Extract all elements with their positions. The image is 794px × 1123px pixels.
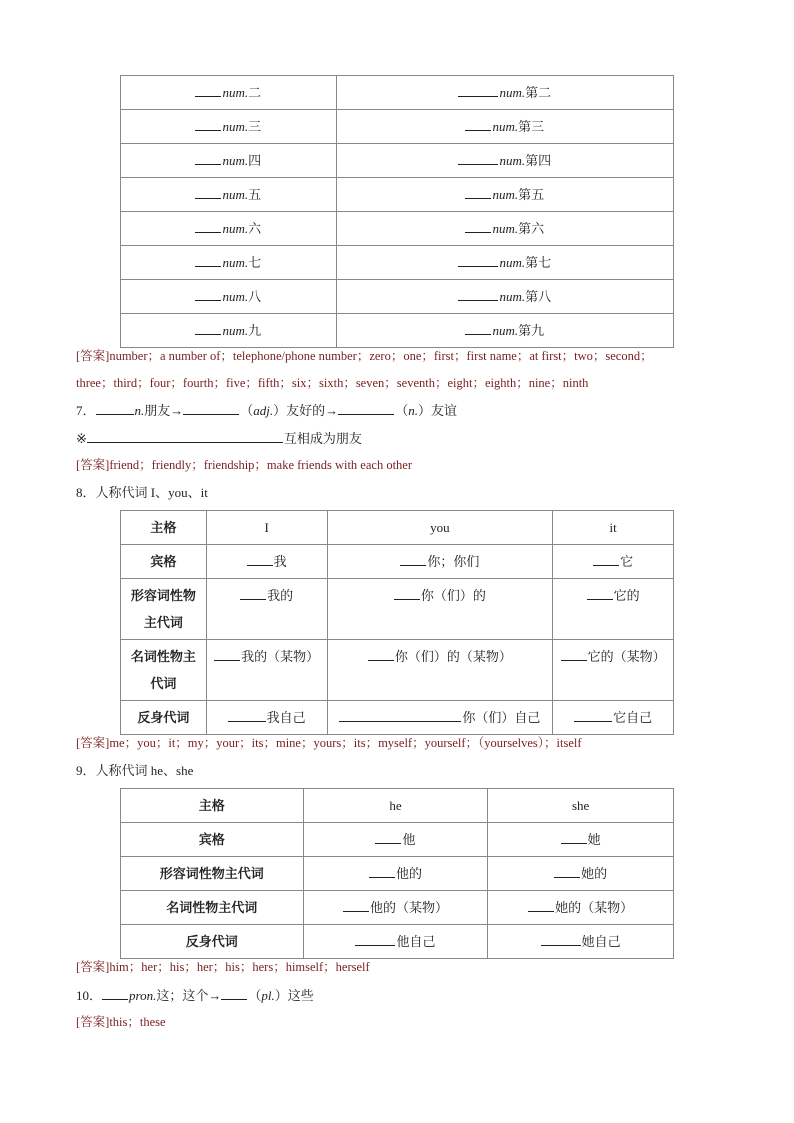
question-7	[76, 402, 457, 419]
cell-text: 第六	[518, 220, 545, 236]
cell-text: 它自己	[613, 709, 653, 725]
answer-blank[interactable]	[195, 322, 221, 335]
question-text: 朋友→	[144, 403, 184, 418]
answer-blank[interactable]	[355, 933, 395, 946]
cell	[206, 701, 327, 735]
numbers-table-row	[121, 246, 674, 280]
cell	[206, 545, 327, 579]
cell-text: 三	[248, 118, 262, 134]
left-cell	[121, 212, 337, 246]
numbers-table	[120, 75, 674, 348]
cell-text: 第二	[525, 84, 552, 100]
answer-blank[interactable]	[368, 648, 394, 661]
answer-blank[interactable]	[183, 402, 239, 415]
cell	[303, 925, 488, 959]
pos-label: pl.	[261, 988, 275, 1003]
cell-text: 他	[402, 831, 416, 847]
row-label: 宾格	[121, 823, 304, 857]
pos-label: n.	[408, 403, 418, 418]
paren: （	[248, 988, 262, 1003]
numbers-table-row	[121, 110, 674, 144]
header-she: she	[488, 789, 674, 823]
cell-text: 他的	[395, 865, 422, 881]
cell-text: 它的	[613, 588, 640, 603]
row-label: 反身代词	[121, 925, 304, 959]
cell-text: 它的（某物）	[587, 649, 666, 664]
answer-blank[interactable]	[593, 553, 619, 566]
cell-text: 二	[248, 84, 262, 100]
row-label: 形容词性物主代词	[121, 857, 304, 891]
question-number: 7．	[76, 403, 96, 418]
cell	[303, 891, 488, 925]
paren: （	[240, 403, 254, 418]
cell-text: 第五	[518, 186, 545, 202]
header-i: I	[206, 511, 327, 545]
answer-blank[interactable]	[465, 322, 491, 335]
answer-blank[interactable]	[195, 152, 221, 165]
numbers-table-row	[121, 280, 674, 314]
cell	[553, 545, 674, 579]
cell-text: 六	[248, 220, 262, 236]
pos-label: num.	[222, 152, 249, 168]
cell-text: 第八	[525, 288, 552, 304]
left-cell	[121, 76, 337, 110]
answer-blank[interactable]	[338, 402, 394, 415]
row-label: 反身代词	[121, 701, 207, 735]
pos-label: num.	[222, 186, 249, 202]
answer-blank[interactable]	[195, 220, 221, 233]
header-nominative: 主格	[121, 789, 304, 823]
answer-blank[interactable]	[465, 118, 491, 131]
cell-text: 五	[248, 186, 262, 202]
cell-text: 他自己	[396, 933, 436, 949]
right-cell	[336, 212, 673, 246]
cell	[327, 701, 553, 735]
question-text: ）这些	[274, 988, 314, 1003]
pos-label: num.	[222, 220, 249, 236]
answer-blank[interactable]	[195, 84, 221, 97]
question-7-phrase	[76, 430, 362, 447]
cell	[327, 640, 553, 701]
row-label: 名词性物主代词	[121, 891, 304, 925]
numbers-table-row	[121, 76, 674, 110]
question-text: ）友好的→	[273, 403, 339, 418]
cell	[553, 701, 674, 735]
numbers-table-row	[121, 178, 674, 212]
pos-label: num.	[222, 254, 249, 270]
pos-label: num.	[492, 118, 519, 134]
left-cell	[121, 110, 337, 144]
answer-blank[interactable]	[528, 899, 554, 912]
cell-text: 四	[248, 152, 262, 168]
cell-text: 第九	[518, 322, 545, 338]
cell	[327, 545, 553, 579]
cell-text: 我自己	[266, 709, 306, 725]
answer-blank[interactable]	[561, 648, 587, 661]
pos-label: num.	[222, 118, 249, 134]
answer-blank[interactable]	[195, 118, 221, 131]
question-text: ）友谊	[417, 403, 457, 418]
row-label: 名词性物主代词	[121, 640, 207, 701]
pos-label: num.	[492, 322, 519, 338]
row-label: 宾格	[121, 545, 207, 579]
answer-blank[interactable]	[195, 288, 221, 301]
answer-blank[interactable]	[214, 648, 240, 661]
cell	[488, 891, 674, 925]
answer-blank[interactable]	[458, 288, 498, 301]
answer-blank[interactable]	[541, 933, 581, 946]
answer-q10: [答案]this；these	[76, 1015, 166, 1029]
answer-blank[interactable]	[221, 987, 247, 1000]
right-cell	[336, 144, 673, 178]
cell-text: 九	[248, 322, 262, 338]
cell-text: 八	[248, 288, 262, 304]
answer-blank[interactable]	[554, 865, 580, 878]
cell	[303, 823, 488, 857]
answer-blank[interactable]	[102, 987, 128, 1000]
right-cell	[336, 110, 673, 144]
numbers-table-row	[121, 212, 674, 246]
answer-blank[interactable]	[465, 220, 491, 233]
answer-blank[interactable]	[369, 865, 395, 878]
cell-text: 它	[620, 553, 634, 569]
pronoun-table-he-she	[120, 788, 674, 959]
pos-label: num.	[222, 288, 249, 304]
pos-label: num.	[222, 84, 249, 100]
cell	[488, 823, 674, 857]
answer-blank[interactable]	[458, 254, 498, 267]
question-number: 10．	[76, 988, 103, 1003]
cell-text: 她	[587, 831, 601, 847]
answer-blank[interactable]	[587, 587, 613, 600]
note-mark: ※	[76, 431, 87, 446]
header-it: it	[553, 511, 674, 545]
right-cell	[336, 314, 673, 348]
answer-blank[interactable]	[458, 152, 498, 165]
cell-text: 她的（某物）	[555, 899, 634, 915]
pos-label: num.	[499, 152, 526, 168]
answer-blank[interactable]	[458, 84, 498, 97]
answer-blank[interactable]	[375, 831, 401, 844]
left-cell	[121, 144, 337, 178]
numbers-table-row	[121, 314, 674, 348]
pos-label: num.	[492, 186, 519, 202]
cell-text: 我	[273, 553, 287, 569]
numbers-table-row	[121, 144, 674, 178]
right-cell	[336, 280, 673, 314]
cell-text: 第七	[525, 254, 552, 270]
cell	[327, 579, 553, 640]
answer-blank[interactable]	[247, 553, 273, 566]
cell-text: 第三	[518, 118, 545, 134]
pos-label: num.	[492, 220, 519, 236]
pos-label: num.	[222, 322, 249, 338]
right-cell	[336, 76, 673, 110]
answer-blank[interactable]	[394, 587, 420, 600]
question-text: 互相成为朋友	[283, 431, 362, 446]
pronoun-table-i-you-it	[120, 510, 674, 735]
answer-q9: [答案]him；her；his；her；his；hers；himself；herself	[76, 960, 370, 974]
answer-blank[interactable]	[96, 402, 134, 415]
header-he: he	[303, 789, 488, 823]
pos-label: adj.	[253, 403, 274, 418]
answer-blank[interactable]	[343, 899, 369, 912]
answer-blank[interactable]	[87, 430, 283, 443]
cell	[553, 579, 674, 640]
right-cell	[336, 246, 673, 280]
cell-text: 她的	[581, 865, 608, 881]
cell	[303, 857, 488, 891]
header-nominative: 主格	[121, 511, 207, 545]
answer-blank[interactable]	[465, 186, 491, 199]
cell	[553, 640, 674, 701]
cell	[488, 857, 674, 891]
header-you: you	[327, 511, 553, 545]
pos-label: num.	[499, 84, 526, 100]
cell-text: 你（们）自己	[462, 709, 541, 725]
cell-text: 他的（某物）	[369, 899, 448, 915]
cell-text: 七	[248, 254, 262, 270]
answer-blank[interactable]	[195, 254, 221, 267]
paren: （	[395, 403, 409, 418]
cell-text: 她自己	[581, 933, 621, 949]
cell-text: 你（们）的（某物）	[394, 649, 512, 664]
cell-text: 你（们）的	[420, 588, 486, 603]
answer-blank[interactable]	[561, 831, 587, 844]
cell-text: 我的	[267, 588, 294, 603]
cell	[206, 640, 327, 701]
cell-text: 第四	[525, 152, 552, 168]
answer-blank[interactable]	[240, 587, 266, 600]
left-cell	[121, 178, 337, 212]
right-cell	[336, 178, 673, 212]
pos-label: num.	[499, 254, 526, 270]
question-text: 这；这个→	[156, 988, 222, 1003]
pos-label: pron.	[129, 988, 157, 1003]
cell-text: 你；你们	[427, 553, 480, 569]
answer-q8: [答案]me；you；it；my；your；its；mine；yours；its；myself；yourself；（yourselves）；itself	[76, 736, 582, 750]
cell	[488, 925, 674, 959]
pos-label: num.	[499, 288, 526, 304]
question-8-title: 8．人称代词 I、you、it	[76, 485, 208, 500]
answer-blank[interactable]	[195, 186, 221, 199]
question-9-title: 9．人称代词 he、she	[76, 763, 194, 778]
answer-blank[interactable]	[339, 709, 461, 722]
row-label: 形容词性物主代词	[121, 579, 207, 640]
left-cell	[121, 314, 337, 348]
answer-q6-line1: [答案]number；a number of；telephone/phone number；zero；one；first；first name；at first；two；second；	[76, 349, 653, 363]
pos-label: n.	[134, 403, 145, 418]
answer-blank[interactable]	[400, 553, 426, 566]
left-cell	[121, 246, 337, 280]
answer-blank[interactable]	[228, 709, 266, 722]
answer-blank[interactable]	[574, 709, 612, 722]
cell	[206, 579, 327, 640]
cell-text: 我的（某物）	[241, 649, 320, 664]
left-cell	[121, 280, 337, 314]
answer-q7: [答案]friend；friendly；friendship；make friends with each other	[76, 458, 413, 472]
question-10	[76, 987, 314, 1004]
answer-q6-line2: three；third；four；fourth；five；fifth；six；sixth；seven；seventh；eight；eighth；nine；ninth	[76, 376, 589, 390]
